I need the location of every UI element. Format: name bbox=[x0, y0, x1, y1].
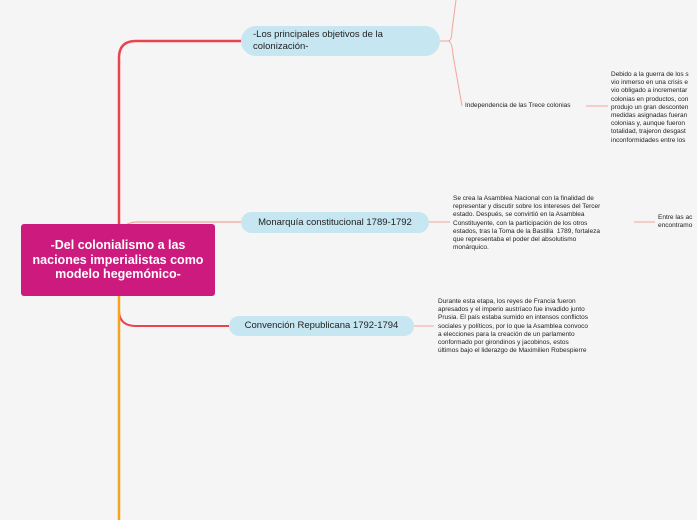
sub-line-independencia bbox=[440, 41, 462, 106]
topic-convencion-republicana[interactable] bbox=[229, 316, 414, 336]
topic-monarquia-constitucional[interactable] bbox=[241, 212, 429, 233]
branch-line-convencion bbox=[119, 296, 229, 326]
topic-label: Convención Republicana 1792-1794 bbox=[244, 320, 399, 331]
subtopic-convencion-description[interactable]: Durante esta etapa, los reyes de Francia fueron apresados y el imperio austríaco fue invadido junto Prusia. El país estaba sumido en intensos conflictos sociales y políticos, por lo que la Asamblea convoco a elecciones para la creación de un parlamento conformado por girondinos y jacobinos, estos últimos bajo el liderazgo de Maximilien Robespierre bbox=[438, 298, 588, 355]
subtopic-independencia-description[interactable]: Debido a la guerra de los s vio inmerso en una crisis e vio obligado a incrementar colonias en productos, con produjo un gran desconten medidas asignadas fueran colonias y, aunque fueron totalidad, trajeron desgast inconformidades entre los bbox=[611, 71, 689, 144]
subtopic-monarquia-next[interactable]: Entre las ac encontramo bbox=[658, 214, 693, 230]
sub-line-objetivos-top bbox=[440, 0, 456, 41]
subtopic-monarquia-description[interactable]: Se crea la Asamblea Nacional con la finalidad de representar y discutir sobre los intereses del Tercer estado. Después, se convirtió en la Asamblea Constituyente, con la participación de los otros estados, tras la Toma de la Bastilla 1789, fortaleza que representaba el poder del absolutismo monárquico. bbox=[453, 195, 601, 252]
central-topic-label: -Del colonialismo a las naciones imperialistas como modelo hegemónico- bbox=[32, 238, 204, 282]
subtopic-independencia-trece-colonias[interactable]: Independencia de las Trece colonias bbox=[465, 102, 571, 109]
topic-label: Monarquía constitucional 1789-1792 bbox=[258, 216, 412, 228]
branch-line-objetivos bbox=[119, 41, 241, 250]
topic-label: -Los principales objetivos de la colonización- bbox=[253, 29, 383, 52]
topic-objetivos-colonizacion[interactable] bbox=[241, 26, 440, 56]
central-topic[interactable] bbox=[21, 224, 215, 296]
